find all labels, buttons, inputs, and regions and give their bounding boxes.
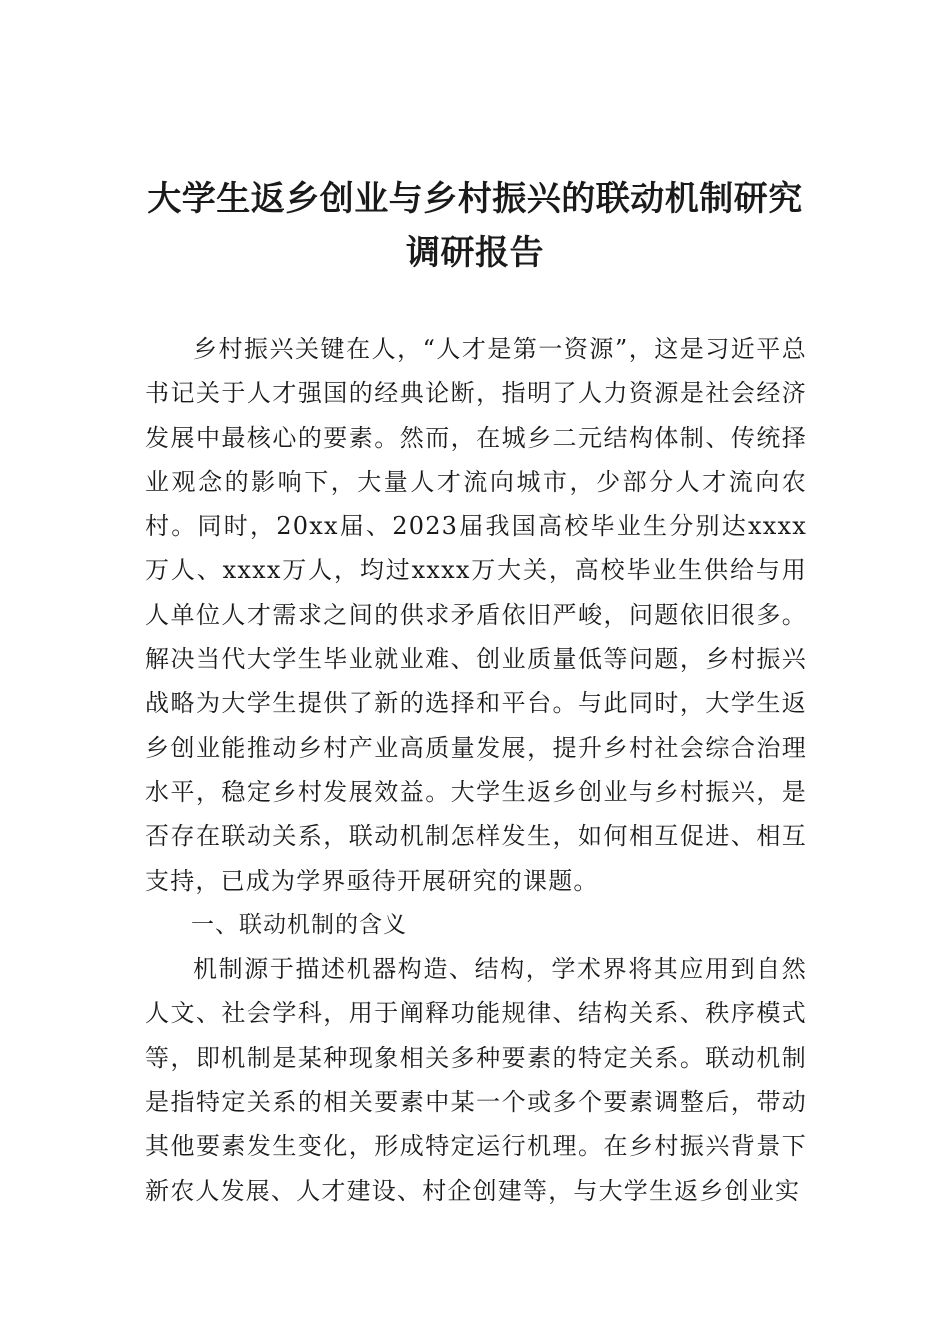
section-heading-1: 一、联动机制的含义 bbox=[191, 911, 407, 938]
document-body bbox=[145, 327, 807, 1213]
paragraph-intro: 乡村振兴关键在人，“人才是第一资源”，这是习近平总书记关于人才强国的经典论断，指明了人力资源是社会经济发展中最核心的要素。然而，在城乡二元结构体制、传统择业观念的影响下，大量人才流向城市，少部分人才流向农村。同时，20xx届、2023届我国高校毕业生分别达xxxx万人、xxxx万人，均过xxxx万大关，高校毕业生供给与用人单位人才需求之间的供求矛盾依旧严峻，问题依旧很多。解决当代大学生毕业就业难、创业质量低等问题，乡村振兴战略为大学生提供了新的选择和平台。与此同时，大学生返乡创业能推动乡村产业高质量发展，提升乡村社会综合治理水平，稳定乡村发展效益。大学生返乡创业与乡村振兴，是否存在联动关系，联动机制怎样发生，如何相互促进、相互支持，已成为学界亟待开展研究的课题。 bbox=[145, 335, 807, 895]
paragraph-mechanism: 机制源于描述机器构造、结构，学术界将其应用到自然人文、社会学科，用于阐释功能规律、结构关系、秩序模式等，即机制是某种现象相关多种要素的特定关系。联动机制是指特定关系的相关要素中某一个或多个要素调整后，带动其他要素发生变化，形成特定运行机理。在乡村振兴背景下新农人发展、人才建设、村企创建等，与大学生返乡创业实 bbox=[145, 955, 807, 1205]
document-title: 大学生返乡创业与乡村振兴的联动机制研究调研报告 bbox=[147, 179, 803, 273]
